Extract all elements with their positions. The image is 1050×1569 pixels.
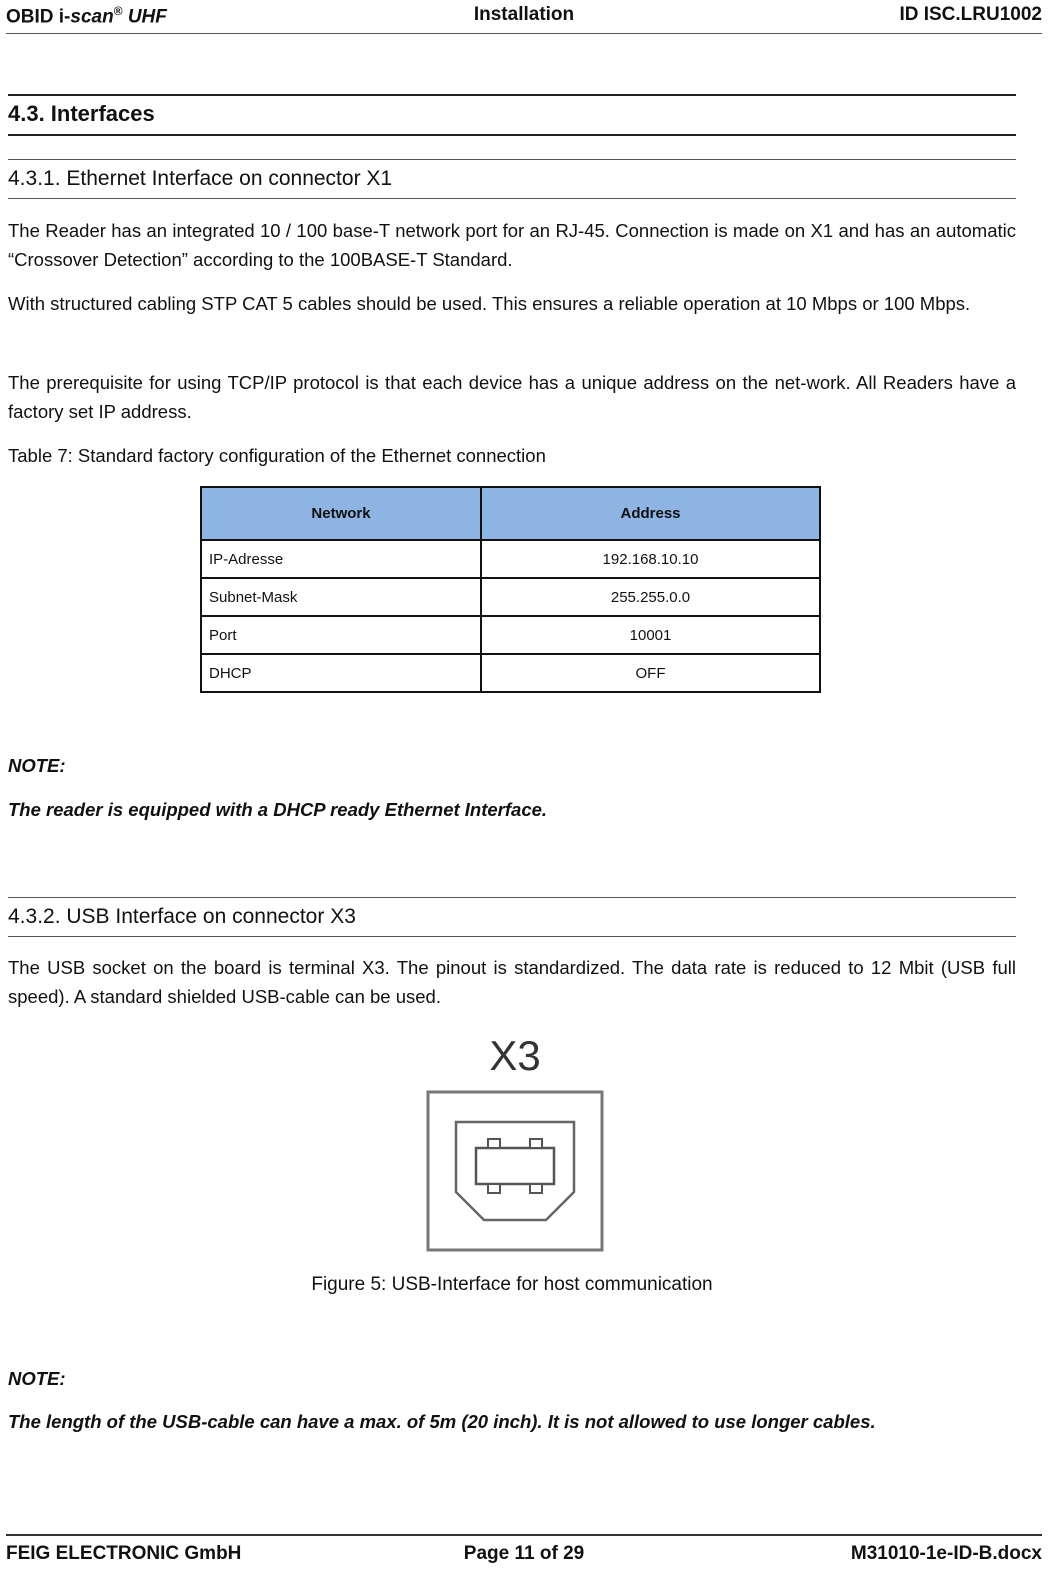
table-caption: Table 7: Standard factory configuration of the Ethernet connection bbox=[8, 445, 546, 466]
ethernet-heading: 4.3.1. Ethernet Interface on connector X1 bbox=[8, 159, 1016, 199]
table-cell-address: 255.255.0.0 bbox=[481, 578, 820, 616]
usb-note-label: NOTE: bbox=[8, 1368, 66, 1389]
table-cell-address: 192.168.10.10 bbox=[481, 540, 820, 578]
footer-page-number: Page 11 of 29 bbox=[463, 1543, 585, 1564]
header-product: OBID i-scan® UHF bbox=[6, 4, 167, 28]
usb-pin bbox=[488, 1139, 500, 1148]
header-chapter: Installation bbox=[473, 4, 575, 25]
usb-connector-figure bbox=[420, 1030, 610, 1256]
usb-pin bbox=[530, 1184, 542, 1193]
usb-pin bbox=[488, 1184, 500, 1193]
footer-company: FEIG ELECTRONIC GmbH bbox=[6, 1543, 242, 1564]
ethernet-paragraph-1: The Reader has an integrated 10 / 100 base-T network port for an RJ-45. Connection is made on X1 and has an automatic “Crossover Detection” according to the 100BASE-T Standard. bbox=[8, 220, 1016, 270]
table-cell-network: IP-Adresse bbox=[201, 540, 481, 578]
ethernet-note-text: The reader is equipped with a DHCP ready Ethernet Interface. bbox=[8, 799, 548, 820]
ethernet-config-table bbox=[200, 486, 821, 693]
page-header bbox=[6, 0, 1042, 34]
column-header-network: Network bbox=[201, 487, 481, 540]
table-row bbox=[201, 578, 820, 616]
table-row bbox=[201, 540, 820, 578]
header-doc-id: ID ISC.LRU1002 bbox=[899, 4, 1042, 25]
table-row bbox=[201, 654, 820, 692]
figure-caption: Figure 5: USB-Interface for host communication bbox=[311, 1274, 713, 1295]
table-cell-address: 10001 bbox=[481, 616, 820, 654]
figure-label: X3 bbox=[489, 1032, 541, 1079]
table-cell-network: DHCP bbox=[201, 654, 481, 692]
page-footer bbox=[6, 1534, 1042, 1569]
ethernet-note-label: NOTE: bbox=[8, 755, 66, 776]
table-cell-network: Port bbox=[201, 616, 481, 654]
usb-paragraph: The USB socket on the board is terminal X3. The pinout is standardized. The data rate is reduced to 12 Mbit (USB full speed). A standard shielded USB-cable can be used. bbox=[8, 957, 1016, 1007]
usb-heading: 4.3.2. USB Interface on connector X3 bbox=[8, 897, 1016, 937]
table-header-row bbox=[201, 487, 820, 540]
table-cell-network: Subnet-Mask bbox=[201, 578, 481, 616]
table-cell-address: OFF bbox=[481, 654, 820, 692]
usb-port-tongue bbox=[476, 1148, 554, 1184]
footer-filename: M31010-1e-ID-B.docx bbox=[850, 1543, 1042, 1564]
table-row bbox=[201, 616, 820, 654]
usb-note-text: The length of the USB-cable can have a max. of 5m (20 inch). It is not allowed to use longer cables. bbox=[8, 1411, 876, 1432]
ethernet-paragraph-3: The prerequisite for using TCP/IP protocol is that each device has a unique address on the net-work. All Readers have a factory set IP address. bbox=[8, 372, 1016, 422]
ethernet-paragraph-2: With structured cabling STP CAT 5 cables should be used. This ensures a reliable operation at 10 Mbps or 100 Mbps. bbox=[8, 293, 971, 314]
column-header-address: Address bbox=[481, 487, 820, 540]
usb-pin bbox=[530, 1139, 542, 1148]
section-heading: 4.3. Interfaces bbox=[8, 94, 1016, 136]
